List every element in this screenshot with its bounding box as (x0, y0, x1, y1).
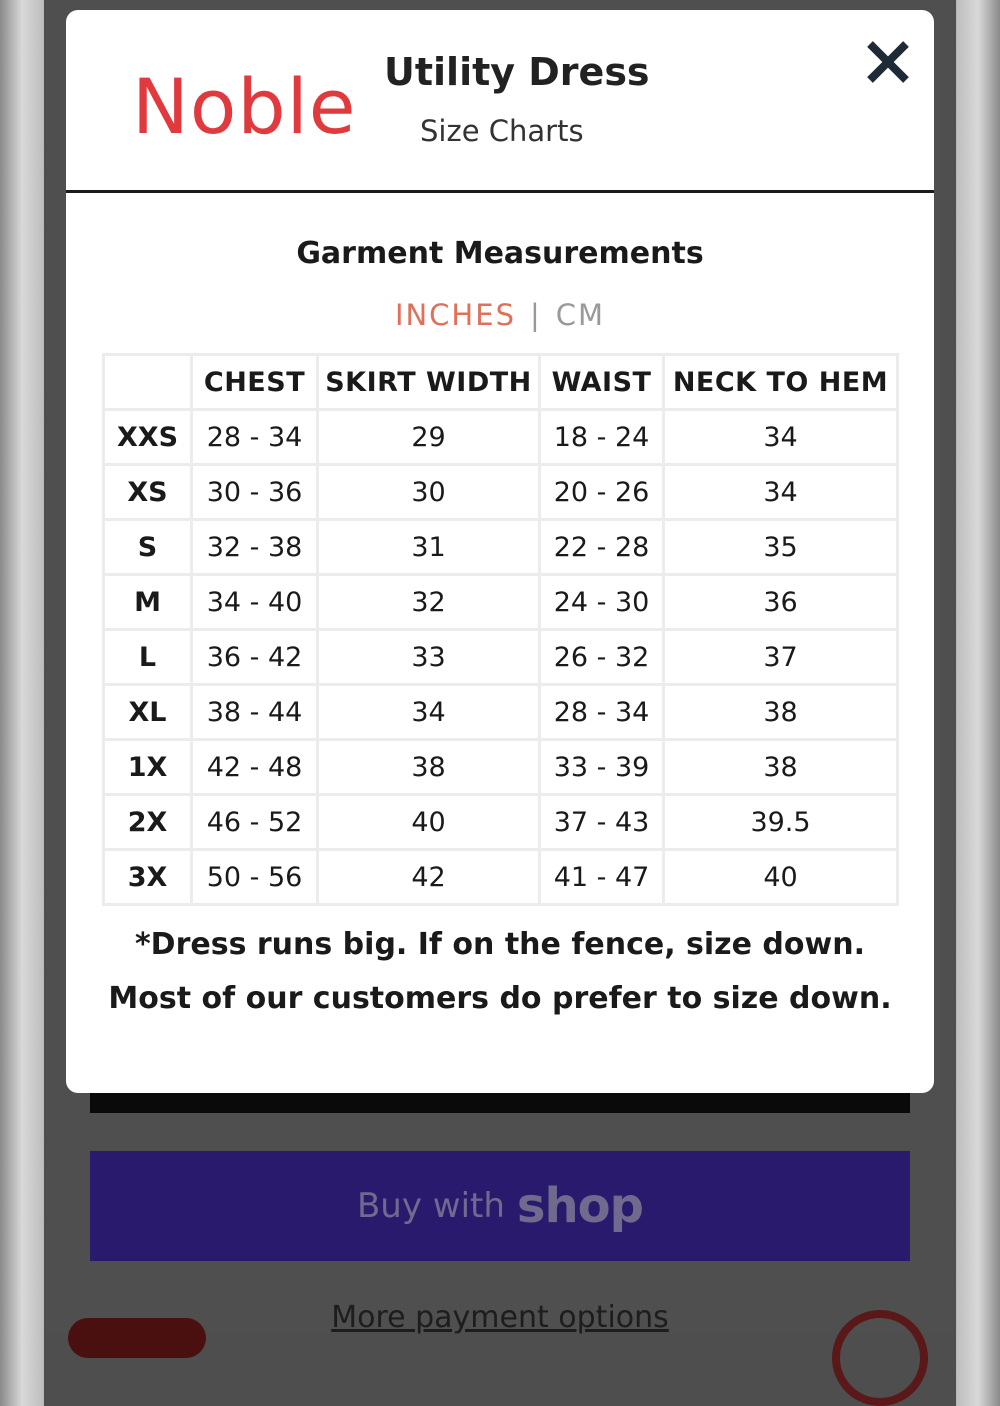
chest-cell: 42 - 48 (192, 740, 318, 795)
size-cell: L (104, 630, 192, 685)
table-row (104, 740, 898, 795)
waist-cell: 24 - 30 (540, 575, 664, 630)
neck-to-hem-cell: 38 (664, 685, 898, 740)
size-cell: 3X (104, 850, 192, 905)
skirt-width-cell: 40 (318, 795, 540, 850)
unit-separator: | (529, 298, 542, 332)
skirt-width-cell: 34 (318, 685, 540, 740)
waist-cell: 28 - 34 (540, 685, 664, 740)
chest-cell: 36 - 42 (192, 630, 318, 685)
size-cell: XL (104, 685, 192, 740)
size-cell: 1X (104, 740, 192, 795)
skirt-width-cell: 38 (318, 740, 540, 795)
waist-cell: 37 - 43 (540, 795, 664, 850)
size-cell: XXS (104, 410, 192, 465)
skirt-width-cell: 31 (318, 520, 540, 575)
waist-cell: 33 - 39 (540, 740, 664, 795)
product-subtitle: Size Charts (420, 114, 584, 148)
header-cell-skirt-width: SKIRT WIDTH (318, 355, 540, 410)
table-row (104, 795, 898, 850)
table-row (104, 850, 898, 905)
neck-to-hem-cell: 34 (664, 465, 898, 520)
neck-to-hem-cell: 34 (664, 410, 898, 465)
table-row (104, 630, 898, 685)
size-cell: S (104, 520, 192, 575)
neck-to-hem-cell: 40 (664, 850, 898, 905)
header-cell-neck-to-hem: NECK TO HEM (664, 355, 898, 410)
waist-cell: 18 - 24 (540, 410, 664, 465)
size-table (102, 353, 899, 906)
unit-cm-tab[interactable]: CM (555, 298, 606, 332)
table-row (104, 410, 898, 465)
header-cell-chest: CHEST (192, 355, 318, 410)
size-cell: M (104, 575, 192, 630)
header-cell-waist: WAIST (540, 355, 664, 410)
table-row (104, 685, 898, 740)
waist-cell: 22 - 28 (540, 520, 664, 575)
table-row (104, 575, 898, 630)
section-title: Garment Measurements (296, 236, 704, 271)
chest-cell: 30 - 36 (192, 465, 318, 520)
partial-button-left[interactable] (68, 1318, 206, 1358)
waist-cell: 41 - 47 (540, 850, 664, 905)
close-icon (860, 34, 916, 90)
table-row (104, 465, 898, 520)
unit-toggle (66, 298, 934, 332)
buy-with-shop-button[interactable] (90, 1151, 910, 1261)
skirt-width-cell: 29 (318, 410, 540, 465)
more-payment-options-link[interactable]: More payment options (331, 1300, 669, 1335)
table-row (104, 520, 898, 575)
waist-cell: 26 - 32 (540, 630, 664, 685)
skirt-width-cell: 30 (318, 465, 540, 520)
neck-to-hem-cell: 38 (664, 740, 898, 795)
size-cell: XS (104, 465, 192, 520)
skirt-width-cell: 32 (318, 575, 540, 630)
neck-to-hem-cell: 36 (664, 575, 898, 630)
brand-logo: Noble (132, 62, 357, 151)
shop-logo: shop (516, 1178, 643, 1234)
size-cell: 2X (104, 795, 192, 850)
product-title: Utility Dress (384, 50, 650, 94)
unit-inches-tab[interactable]: INCHES (394, 298, 516, 332)
chest-cell: 46 - 52 (192, 795, 318, 850)
neck-to-hem-cell: 35 (664, 520, 898, 575)
neck-to-hem-cell: 39.5 (664, 795, 898, 850)
chat-widget-icon[interactable] (832, 1310, 928, 1406)
header-cell-size (104, 355, 192, 410)
chest-cell: 34 - 40 (192, 575, 318, 630)
waist-cell: 20 - 26 (540, 465, 664, 520)
skirt-width-cell: 42 (318, 850, 540, 905)
skirt-width-cell: 33 (318, 630, 540, 685)
chest-cell: 32 - 38 (192, 520, 318, 575)
close-button[interactable] (860, 34, 916, 90)
chest-cell: 50 - 56 (192, 850, 318, 905)
chest-cell: 38 - 44 (192, 685, 318, 740)
buy-with-label: Buy with (356, 1186, 505, 1226)
chest-cell: 28 - 34 (192, 410, 318, 465)
sizing-note: *Dress runs big. If on the fence, size down. Most of our customers do prefer to size down. (108, 927, 892, 1016)
neck-to-hem-cell: 37 (664, 630, 898, 685)
table-header-row (104, 355, 898, 410)
modal-header (66, 10, 934, 193)
size-chart-modal (66, 10, 934, 1093)
